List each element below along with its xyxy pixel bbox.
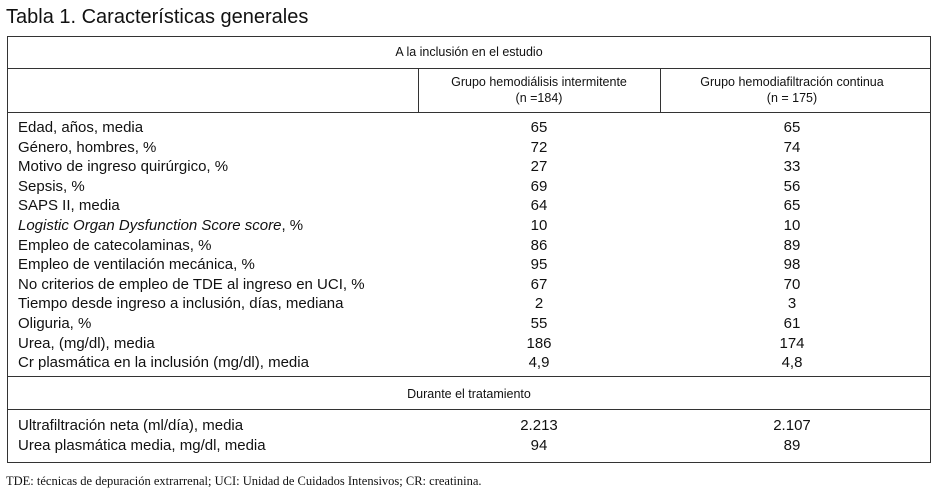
cell-group2: 98 — [783, 256, 801, 274]
table-row — [8, 437, 930, 457]
cell-group2: 65 — [783, 197, 801, 215]
cell-group2: 61 — [783, 315, 801, 332]
table-row — [8, 417, 930, 437]
row-label: SAPS II, media — [18, 197, 120, 215]
cell-group2: 4,8 — [781, 354, 803, 372]
table-row — [8, 158, 930, 178]
cell-group2: 70 — [783, 275, 801, 293]
row-label: Cr plasmática en la inclusión (mg/dl), media — [18, 354, 309, 372]
divider — [8, 112, 930, 113]
row-label: Empleo de ventilación mecánica, % — [18, 256, 255, 274]
row-label: Oliguria, % — [18, 315, 92, 332]
table-row — [8, 335, 930, 355]
table-row — [8, 315, 930, 335]
divider — [8, 376, 930, 377]
cell-group1: 4,9 — [528, 354, 550, 372]
row-label-italic: Logistic Organ Dysfunction Score score — [18, 217, 282, 234]
row-label: Motivo de ingreso quirúrgico, % — [18, 158, 229, 176]
section-header-inclusion: A la inclusión en el estudio — [395, 45, 543, 59]
table-row — [8, 256, 930, 276]
cell-group1: 86 — [530, 236, 548, 254]
row-label — [18, 217, 303, 234]
row-label: Género, hombres, % — [18, 138, 157, 156]
table-row — [8, 139, 930, 159]
data-table — [7, 36, 931, 463]
table-row — [8, 354, 930, 374]
cell-group1: 67 — [530, 275, 548, 293]
divider — [8, 68, 930, 69]
row-label: Empleo de catecolaminas, % — [18, 236, 212, 254]
cell-group2: 2.107 — [773, 417, 811, 434]
column-header-group2 — [660, 74, 924, 106]
table-row — [8, 197, 930, 217]
cell-group1: 64 — [530, 197, 548, 215]
table-row — [8, 295, 930, 315]
row-label: No criterios de empleo de TDE al ingreso en UCI, % — [18, 275, 365, 293]
cell-group1: 69 — [530, 177, 548, 195]
cell-group2: 33 — [783, 158, 801, 176]
table-row — [8, 217, 930, 237]
cell-group1: 65 — [530, 119, 548, 136]
cell-group1: 55 — [530, 315, 548, 332]
cell-group2: 10 — [783, 217, 801, 234]
cell-group1: 72 — [530, 138, 548, 156]
cell-group1: 94 — [530, 436, 548, 454]
cell-group2: 89 — [783, 436, 801, 454]
table-row — [8, 276, 930, 296]
cell-group1: 2.213 — [520, 417, 558, 434]
table-row — [8, 178, 930, 198]
table-footnote: TDE: técnicas de depuración extrarrenal; UCI: Unidad de Cuidados Intensivos; CR: creatinina. — [6, 474, 482, 488]
section-header-treatment: Durante el tratamiento — [407, 387, 531, 401]
cell-group1: 27 — [530, 158, 548, 176]
cell-group1: 10 — [530, 217, 548, 234]
cell-group2: 65 — [783, 119, 801, 136]
row-label: Tiempo desde ingreso a inclusión, días, mediana — [18, 295, 344, 313]
row-label: Urea, (mg/dl), media — [18, 334, 155, 352]
row-label: Urea plasmática media, mg/dl, media — [18, 436, 266, 454]
column-header-name: Grupo hemodiálisis intermitente — [451, 75, 627, 89]
cell-group2: 3 — [787, 295, 797, 313]
cell-group2: 174 — [779, 334, 805, 352]
table-title: Tabla 1. Características generales — [6, 6, 309, 28]
row-label-suffix: , % — [281, 217, 304, 234]
column-header-name: Grupo hemodiafiltración continua — [700, 75, 884, 89]
cell-group2: 74 — [783, 138, 801, 156]
cell-group1: 2 — [534, 295, 544, 313]
column-header-n: (n =184) — [515, 91, 563, 105]
divider — [8, 409, 930, 410]
table-row — [8, 119, 930, 139]
column-header-n: (n = 175) — [766, 91, 818, 105]
column-header-group1 — [418, 74, 660, 106]
cell-group2: 56 — [783, 177, 801, 195]
cell-group2: 89 — [783, 236, 801, 254]
cell-group1: 95 — [530, 256, 548, 274]
table-row — [8, 237, 930, 257]
row-label: Edad, años, media — [18, 119, 144, 136]
row-label: Sepsis, % — [18, 177, 85, 195]
row-label: Ultrafiltración neta (ml/día), media — [18, 417, 244, 434]
cell-group1: 186 — [526, 334, 552, 352]
